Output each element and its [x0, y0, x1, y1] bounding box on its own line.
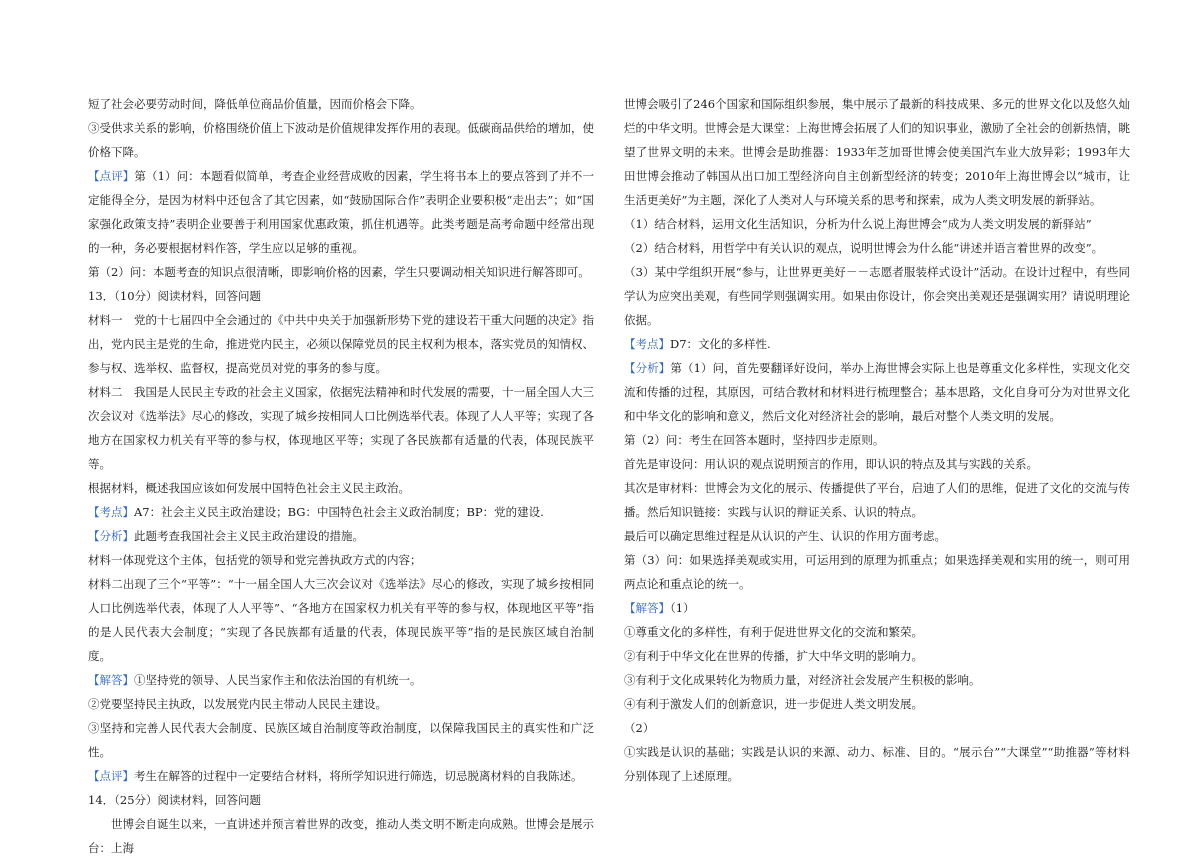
paragraph-text: （3）某中学组织开展“参与，让世界更美好－－志愿者服装样式设计”活动。在设计过程中，有些同学认为应突出美观，有些同学则强调实用。如果由你设计，你会突出美观还是强调实用？请说明理论依据。	[624, 265, 1130, 327]
paragraph-text: 考生在解答的过程中一定要结合材料，将所学知识进行筛选，切忌脱离材料的自我陈述。	[134, 769, 583, 783]
paragraph	[624, 740, 1130, 788]
paragraph-text: （1）	[670, 601, 695, 615]
paragraph	[624, 668, 1130, 692]
paragraph-text: ④有利于激发人们的创新意识，进一步促进人类文明发展。	[624, 697, 923, 711]
right-column	[624, 92, 1130, 788]
paragraph-text: 第（3）问：如果选择美观或实用，可运用到的原理为抓重点；如果选择美观和实用的统一，则可用两点论和重点论的统一。	[624, 553, 1130, 591]
paragraph	[88, 524, 594, 548]
paragraph-text: 此题考查我国社会主义民主政治建设的措施。	[134, 529, 364, 543]
section-tag: 【解答】	[88, 673, 134, 687]
paragraph	[624, 452, 1130, 476]
paragraph	[88, 284, 594, 308]
paragraph-text: 材料二出现了三个“平等”：“十一届全国人大三次会议对《选举法》尽心的修改，实现了城乡按相同人口比例选举代表，体现了人人平等”、“各地方在国家权力机关有平等的参与权，体现地区平等”指的是人民代表大会制度；“实现了各民族都有适量的代表，体现民族平等”指的是民族区域自治制度。	[88, 577, 594, 663]
section-tag: 【考点】	[88, 505, 134, 519]
paragraph	[624, 716, 1130, 740]
paragraph	[88, 164, 594, 260]
paragraph-text: ①坚持党的领导、人民当家作主和依法治国的有机统一。	[134, 673, 422, 687]
paragraph-text: 最后可以确定思维过程是从认识的产生、认识的作用方面考虑。	[624, 529, 946, 543]
paragraph	[88, 548, 594, 572]
paragraph-text: （1）结合材料，运用文化生活知识，分析为什么说上海世博会“成为人类文明发展的新驿站”	[624, 217, 1092, 231]
paragraph	[624, 548, 1130, 596]
paragraph-text: （2）结合材料，用哲学中有关认识的观点，说明世博会为什么能“讲述并语言着世界的改变”。	[624, 241, 1104, 255]
paragraph-text: 第（1）问：本题看似简单，考查企业经营成败的因素，学生将书本上的要点答到了并不一定能得全分，是因为材料中还包含了其它因素，如“鼓励国际合作”表明企业要积极“走出去”；如“国家强化政策支持”表明企业要善于利用国家优惠政策，抓住机遇等。此类考题是高考命题中经常出现的一种，务必要根据材料作答，学生应以足够的重视。	[88, 169, 595, 255]
paragraph-text: 第（2）问：本题考查的知识点很清晰，即影响价格的因素，学生只要调动相关知识进行解答即可。	[88, 265, 590, 279]
paragraph-text: 第（2）问：考生在回答本题时，坚持四步走原则。	[624, 433, 885, 447]
paragraph-text: 材料一体现党这个主体，包括党的领导和党完善执政方式的内容；	[88, 553, 422, 567]
paragraph	[88, 380, 594, 476]
paragraph	[88, 500, 594, 524]
paragraph	[88, 572, 594, 668]
paragraph	[624, 356, 1130, 428]
paragraph	[624, 332, 1130, 356]
paragraph-text: ①尊重文化的多样性，有利于促进世界文化的交流和繁荣。	[624, 625, 923, 639]
paragraph-text: ②党要坚持民主执政，以发展党内民主带动人民民主建设。	[88, 697, 387, 711]
paragraph	[88, 308, 594, 380]
section-tag: 【解答】	[624, 601, 670, 615]
section-tag: 【点评】	[88, 769, 134, 783]
section-tag: 【分析】	[88, 529, 134, 543]
paragraph	[624, 92, 1130, 212]
paragraph-text: ③受供求关系的影响，价格围绕价值上下波动是价值规律发挥作用的表现。低碳商品供给的增加，使价格下降。	[88, 121, 594, 159]
paragraph	[624, 212, 1130, 236]
paragraph-text: （2）	[624, 721, 655, 735]
paragraph-text: 第（1）问，首先要翻译好设问，举办上海世博会实际上也是尊重文化多样性，实现文化交流和传播的过程，其原因，可结合教材和材料进行梳理整合；基本思路，文化自身可分为对世界文化和中华文化的影响和意义，然后文化对经济社会的影响，最后对整个人类文明的发展。	[624, 361, 1131, 423]
paragraph	[88, 668, 594, 692]
paragraph	[88, 812, 594, 860]
section-tag: 【点评】	[88, 169, 135, 183]
paragraph	[88, 116, 594, 164]
paragraph-text: D7：文化的多样性.	[670, 337, 771, 351]
paragraph	[624, 260, 1130, 332]
paragraph	[88, 260, 594, 284]
paragraph	[624, 644, 1130, 668]
paragraph	[624, 596, 1130, 620]
paragraph	[88, 764, 594, 788]
paragraph-text: ③坚持和完善人民代表大会制度、民族区域自治制度等政治制度，以保障我国民主的真实性和广泛性。	[88, 721, 594, 759]
paragraph	[88, 788, 594, 812]
paragraph-text: 材料一 党的十七届四中全会通过的《中共中央关于加强新形势下党的建设若干重大问题的决定》指出，党内民主是党的生命，推进党内民主，必须以保障党员的民主权利为根本，落实党员的知情权、参与权、选举权、监督权，提高党员对党的事务的参与度。	[88, 313, 594, 375]
paragraph-text: 其次是审材料：世博会为文化的展示、传播提供了平台，启迪了人们的思维，促进了文化的交流与传播。然后知识链接：实践与认识的辩证关系、认识的特点。	[624, 481, 1130, 519]
paragraph	[88, 716, 594, 764]
paragraph	[624, 524, 1130, 548]
paragraph-text: ①实践是认识的基础；实践是认识的来源、动力、标准、目的。“展示台”“大课堂”“助推器”等材料分别体现了上述原理。	[624, 745, 1130, 783]
paragraph-text: 短了社会必要劳动时间，降低单位商品价值量，因而价格会下降。	[88, 97, 422, 111]
paragraph	[624, 620, 1130, 644]
paragraph-text: 世博会自诞生以来，一直讲述并预言着世界的改变，推动人类文明不断走向成熟。世博会是展示台：上海	[88, 817, 594, 855]
paragraph	[624, 692, 1130, 716]
paragraph-text: ②有利于中华文化在世界的传播，扩大中华文明的影响力。	[624, 649, 923, 663]
paragraph	[624, 476, 1130, 524]
paragraph-text: 世博会吸引了246个国家和国际组织参展，集中展示了最新的科技成果、多元的世界文化以及悠久灿烂的中华文明。世博会是大课堂：上海世博会拓展了人们的知识事业，激励了全社会的创新热情，眺望了世界文明的未来。世博会是助推器：1933年芝加哥世博会使美国汽车业大放异彩；1993年大田世博会推动了韩国从出口加工型经济向自主创新型经济的转变；2010年上海世博会以“城市，让生活更美好”为主题，深化了人类对人与环境关系的思考和探索，成为人类文明发展的新驿站。	[624, 97, 1130, 207]
section-tag: 【考点】	[624, 337, 670, 351]
paragraph	[624, 428, 1130, 452]
paragraph-text: 首先是审设问：用认识的观点说明预言的作用，即认识的特点及其与实践的关系。	[624, 457, 1038, 471]
paragraph	[624, 236, 1130, 260]
left-column	[88, 92, 594, 860]
paragraph-text: A7：社会主义民主政治建设；BG：中国特色社会主义政治制度；BP：党的建设.	[134, 505, 544, 519]
paragraph	[88, 476, 594, 500]
paragraph-text: 13．（10分）阅读材料，回答问题	[88, 289, 262, 303]
paragraph	[88, 692, 594, 716]
paragraph-text: ③有利于文化成果转化为物质力量，对经济社会发展产生积极的影响。	[624, 673, 981, 687]
paragraph-text: 材料二 我国是人民民主专政的社会主义国家，依据宪法精神和时代发展的需要，十一届全国人大三次会议对《选举法》尽心的修改，实现了城乡按相同人口比例选举代表。体现了人人平等；实现了各地方在国家权力机关有平等的参与权，体现地区平等；实现了各民族都有适量的代表，体现民族平等。	[88, 385, 594, 471]
paragraph	[88, 92, 594, 116]
paragraph-text: 14．（25分）阅读材料，回答问题	[88, 793, 262, 807]
paragraph-text: 根据材料，概述我国应该如何发展中国特色社会主义民主政治。	[88, 481, 410, 495]
section-tag: 【分析】	[624, 361, 671, 375]
